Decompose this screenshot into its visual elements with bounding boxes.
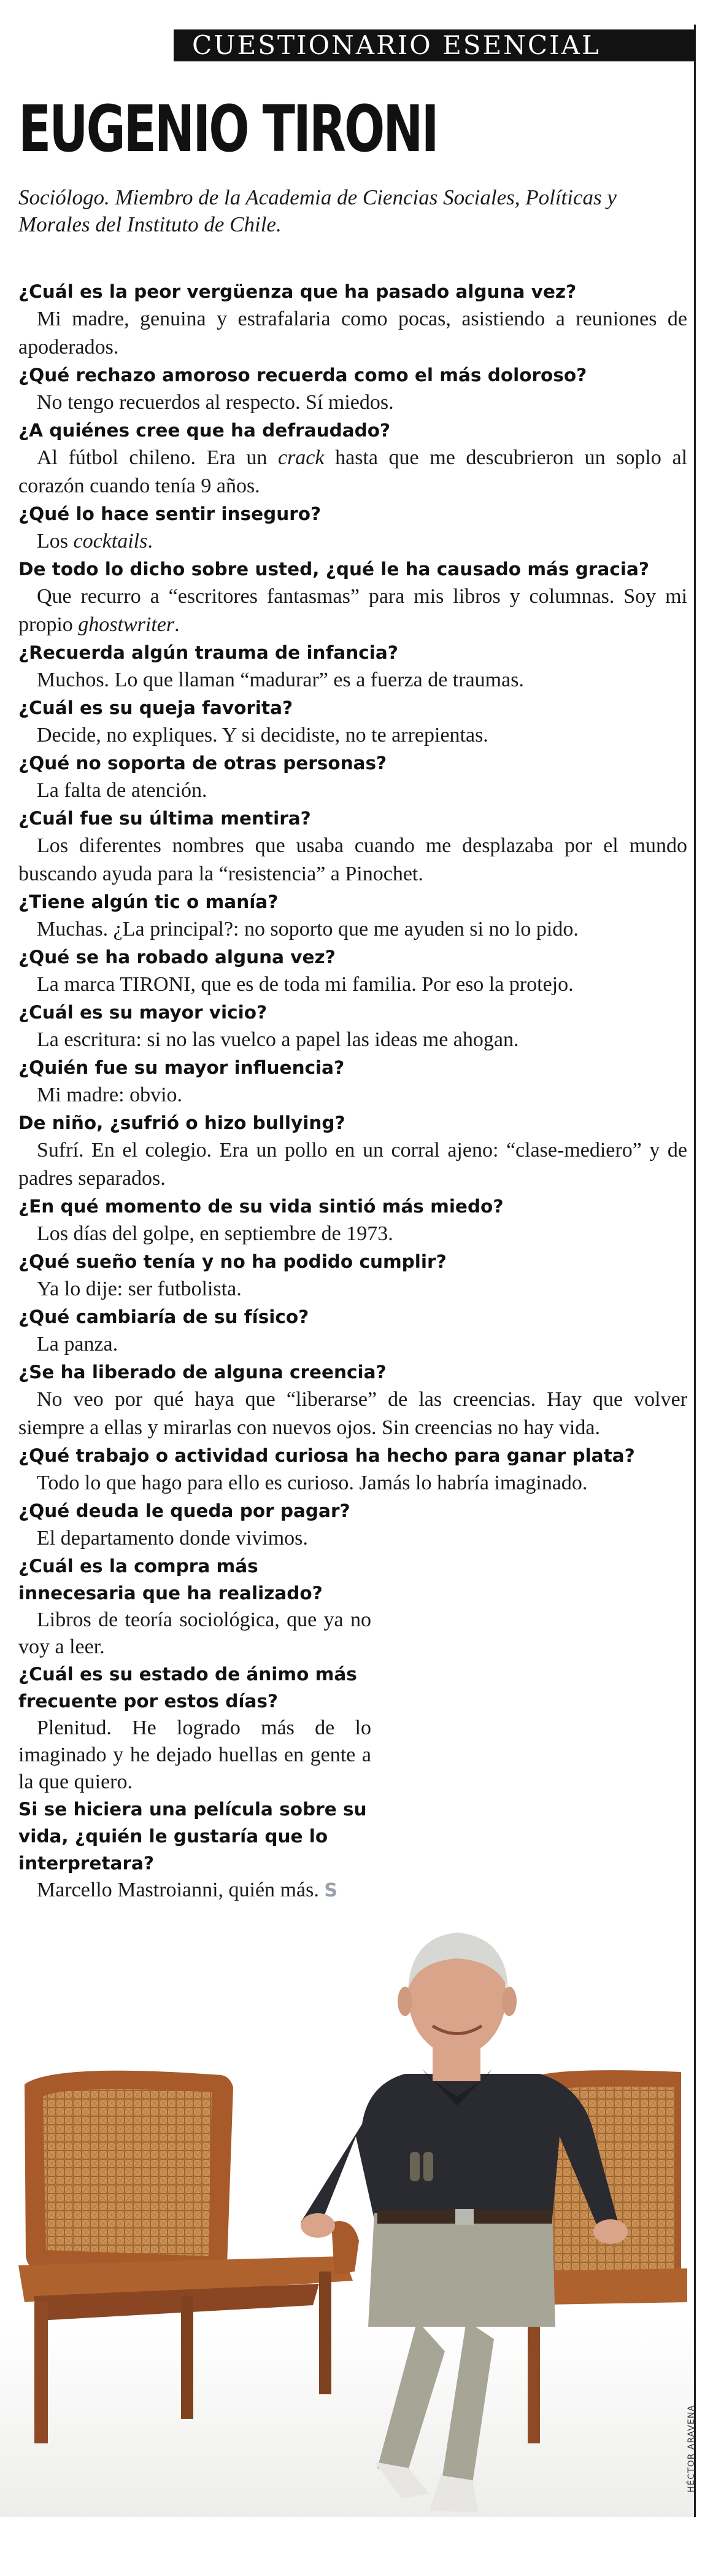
question: ¿Se ha liberado de alguna creencia? (18, 1362, 387, 1383)
question: ¿Cuál es la peor vergüenza que ha pasado alguna vez? (18, 281, 577, 302)
answer: Libros de teoría sociológica, que ya no voy a leer. (18, 1608, 371, 1658)
answer: Todo lo que hago para ello es curioso. Jamás lo habría imaginado. (37, 1472, 588, 1494)
answer-text: Los (37, 530, 74, 553)
answer-text: . (147, 530, 153, 553)
qa-item (18, 944, 687, 999)
question: De niño, ¿sufrió o hizo bullying? (18, 1112, 345, 1133)
answer (18, 583, 687, 639)
question: ¿Qué deuda le queda por pagar? (18, 1500, 350, 1521)
question: ¿Recuerda algún trauma de infancia? (18, 642, 398, 663)
interviewee-name: EUGENIO TIRONI (18, 91, 437, 166)
photo-credit: HÉCTOR ARAVENA (687, 2405, 696, 2493)
qa-item (18, 1248, 687, 1303)
answer: La marca TIRONI, que es de toda mi familia. Por eso la protejo. (37, 973, 574, 996)
question: ¿A quiénes cree que ha defraudado? (18, 420, 391, 441)
question: ¿Qué cambiaría de su físico? (18, 1306, 309, 1327)
qa-item (18, 1359, 687, 1442)
answer: Los diferentes nombres que usaba cuando me desplazaba por el mundo buscando ayuda para la “resistencia” a Pinochet. (18, 834, 687, 885)
column-rule (694, 25, 696, 2517)
question: ¿Qué lo hace sentir inseguro? (18, 503, 322, 524)
answer: Muchos. Lo que llaman “madurar” es a fuerza de traumas. (37, 669, 524, 691)
answer: Muchas. ¿La principal?: no soporto que me ayuden si no lo pido. (37, 918, 579, 941)
answer-text: . (174, 613, 180, 636)
question: ¿Qué se ha robado alguna vez? (18, 947, 336, 968)
qa-item (18, 694, 687, 750)
answer: Decide, no expliques. Y si decidiste, no te arrepientas. (37, 724, 488, 747)
question: ¿Cuál es su queja favorita? (18, 697, 293, 718)
question: ¿Cuál fue su última mentira? (18, 808, 311, 829)
qa-item (18, 556, 687, 639)
interviewee-bio: Sociólogo. Miembro de la Academia de Ciencias Sociales, Políticas y Morales del Instituto de Chile. (18, 185, 617, 236)
answer-text: Que recurro a “escritores fantasmas” para mis libros y columnas. Soy mi propio (18, 585, 687, 636)
question: ¿Qué no soporta de otras personas? (18, 753, 387, 774)
qa-item (18, 362, 687, 417)
answer-text: Marcello Mastroianni, quién más. (37, 1879, 319, 1901)
question: ¿Cuál es la compra más innecesaria que ha realizado? (18, 1556, 323, 1604)
qa-item (18, 1497, 687, 1553)
question: ¿Qué trabajo o actividad curiosa ha hecho para ganar plata? (18, 1445, 635, 1466)
answer: La panza. (37, 1333, 118, 1356)
qa-item (18, 278, 687, 362)
answer-emphasis: crack (277, 446, 325, 469)
qa-item (18, 999, 687, 1054)
question: ¿Qué sueño tenía y no ha podido cumplir? (18, 1251, 447, 1272)
answer-emphasis: ghostwriter (78, 613, 175, 636)
answer: Mi madre, genuina y estrafalaria como pocas, asistiendo a reuniones de apoderados. (18, 308, 687, 359)
answer: La falta de atención. (37, 779, 207, 802)
section-header: CUESTIONARIO ESENCIAL (174, 29, 695, 61)
end-mark: S (324, 1880, 337, 1901)
qa-item (18, 417, 687, 500)
qa-item (18, 1442, 687, 1497)
question: ¿Cuál es su estado de ánimo más frecuente por estos días? (18, 1664, 357, 1712)
question: De todo lo dicho sobre usted, ¿qué le ha causado más gracia? (18, 559, 649, 580)
portrait-photo (0, 1596, 693, 2517)
answer: La escritura: si no las vuelco a papel las ideas me ahogan. (37, 1028, 519, 1051)
question: ¿Tiene algún tic o manía? (18, 891, 279, 912)
question: ¿Qué rechazo amoroso recuerda como el más doloroso? (18, 365, 587, 386)
qa-item (18, 1303, 687, 1359)
question: ¿En qué momento de su vida sintió más miedo? (18, 1196, 504, 1217)
qa-item (18, 750, 687, 805)
qa-item (18, 1109, 687, 1193)
qa-item (18, 888, 687, 944)
question: ¿Cuál es su mayor vicio? (18, 1002, 268, 1023)
answer-emphasis: cocktails (73, 530, 148, 553)
answer: Los días del golpe, en septiembre de 1973. (37, 1222, 393, 1245)
answer: Sufrí. En el colegio. Era un pollo en un corral ajeno: “clase-mediero” y de padres separados. (18, 1139, 687, 1190)
question: ¿Quién fue su mayor influencia? (18, 1057, 345, 1078)
qa-item (18, 805, 687, 888)
answer: El departamento donde vivimos. (37, 1527, 308, 1550)
answer-text: Al fútbol chileno. Era un (37, 446, 278, 469)
answer: No tengo recuerdos al respecto. Sí miedos. (37, 391, 394, 414)
qa-item (18, 500, 687, 556)
answer: Plenitud. He logrado más de lo imaginado y he dejado huellas en gente a la que quiero. (18, 1717, 371, 1793)
qa-item (18, 1193, 687, 1248)
answer: No veo por qué haya que “liberarse” de las creencias. Hay que volver siempre a ellas y mirarlas con nuevos ojos. Sin creencias no hay vida. (18, 1388, 687, 1439)
question: Si se hiciera una película sobre su vida, ¿quién le gustaría que lo interpretara? (18, 1799, 367, 1874)
studio-floor (0, 2321, 693, 2517)
answer: Ya lo dije: ser futbolista. (37, 1278, 242, 1300)
answer (18, 527, 687, 556)
answer: Mi madre: obvio. (37, 1084, 183, 1106)
qa-item (18, 639, 687, 694)
qa-item (18, 1054, 687, 1109)
answer (18, 444, 687, 500)
answer-text: hasta que me descubrieron un soplo al corazón cuando tenía 9 años. (18, 446, 687, 497)
